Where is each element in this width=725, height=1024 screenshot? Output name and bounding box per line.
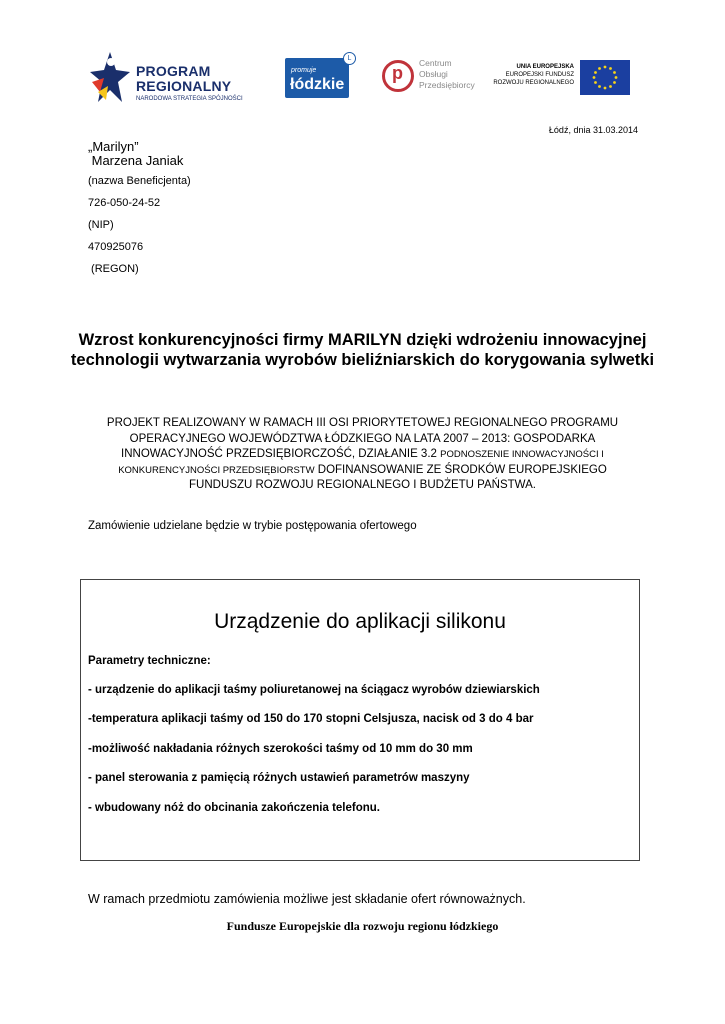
project-line3 <box>75 447 650 463</box>
cop-logo <box>382 56 475 98</box>
lodzkie-big-text: łódzkie <box>290 76 345 93</box>
project-line4a: KONKURENCYJNOŚCI PRZEDSIĘBIORSTW <box>118 464 315 476</box>
project-line1: PROJEKT REALIZOWANY W RAMACH III OSI PRIORYTETOWEJ REGIONALNEGO PROGRAMU <box>106 417 619 429</box>
beneficiary-name-label: (nazwa Beneficjenta) <box>88 175 191 187</box>
project-line5: FUNDUSZU ROZWOJU REGIONALNEGO I BUDŻETU PAŃSTWA. <box>189 479 536 491</box>
param-item: - urządzenie do aplikacji taśmy poliuretanowej na ściągacz wyrobów dziewiarskich <box>88 684 540 696</box>
lodzkie-small-text: promuje <box>291 67 317 74</box>
param-item: - wbudowany nóż do obcinania zakończenia telefonu. <box>88 802 380 814</box>
program-line2: REGIONALNY <box>136 78 232 94</box>
nip-label: (NIP) <box>88 219 114 231</box>
beneficiary-name: „Marilyn” <box>88 139 139 154</box>
regon-label: (REGON) <box>88 263 139 275</box>
project-line3a: INNOWACYJNOŚĆ PRZEDSIĘBIORCZOŚĆ, DZIAŁANIE 3.2 <box>121 448 441 460</box>
project-line4b: DOFINANSOWANIE ZE ŚRODKÓW EUROPEJSKIEGO <box>314 463 607 476</box>
param-item: -możliwość nakładania różnych szerokości taśmy od 10 mm do 30 mm <box>88 743 473 755</box>
device-title: Urządzenie do aplikacji silikonu <box>214 610 506 633</box>
eu-line3: ROZWOJU REGIONALNEGO <box>493 80 574 86</box>
project-line3b: PODNOSZENIE INNOWACYJNOŚCI I <box>440 449 604 460</box>
star-emblem-icon <box>90 52 130 104</box>
cop-p-icon: p <box>392 63 403 83</box>
program-line1: PROGRAM <box>136 63 211 79</box>
project-description <box>75 416 650 494</box>
procedure-mode: Zamówienie udzielane będzie w trybie postępowania ofertowego <box>88 520 417 532</box>
eu-line1: UNIA EUROPEJSKA <box>516 64 574 70</box>
params-label: Parametry techniczne: <box>88 655 211 667</box>
project-line4 <box>75 463 650 479</box>
alternatives-note: W ramach przedmiotu zamówienia możliwe jest składanie ofert równoważnych. <box>88 892 526 906</box>
program-subtitle: NARODOWA STRATEGIA SPÓJNOŚCI <box>136 96 243 102</box>
regon-value: 470925076 <box>88 241 144 253</box>
eu-line2: EUROPEJSKI FUNDUSZ <box>505 72 574 78</box>
nip-value: 726-050-24-52 <box>88 197 161 209</box>
eu-flag-icon <box>580 60 630 95</box>
project-line2: OPERACYJNEGO WOJEWÓDZTWA ŁÓDZKIEGO NA LATA 2007 – 2013: GOSPODARKA <box>129 432 596 445</box>
eu-logo <box>490 60 630 98</box>
cop-line2: Obsługi <box>419 69 448 79</box>
lodzkie-box <box>285 58 349 98</box>
param-item: -temperatura aplikacji taśmy od 150 do 170 stopni Celsjusza, nacisk od 3 do 4 bar <box>88 713 534 725</box>
document-date: Łódź, dnia 31.03.2014 <box>548 125 638 135</box>
cop-line3: Przedsiębiorcy <box>419 80 475 90</box>
project-title: Wzrost konkurencyjności firmy MARILYN dzięki wdrożeniu innowacyjnej technologii wytwarzania wyrobów bieliźniarskich do korygowania sylwetki <box>70 331 655 369</box>
cop-line1: Centrum <box>419 58 452 68</box>
beneficiary-owner: Marzena Janiak <box>88 153 184 168</box>
device-spec-box <box>80 579 640 861</box>
program-regionalny-logo <box>88 48 273 108</box>
param-item: - panel sterowania z pamięcią różnych ustawień parametrów maszyny <box>88 772 470 784</box>
promuje-lodzkie-logo <box>285 52 355 98</box>
footer-slogan: Fundusze Europejskie dla rozwoju regionu łódzkiego <box>226 919 499 933</box>
lodzkie-circle-mark: L <box>343 52 356 65</box>
